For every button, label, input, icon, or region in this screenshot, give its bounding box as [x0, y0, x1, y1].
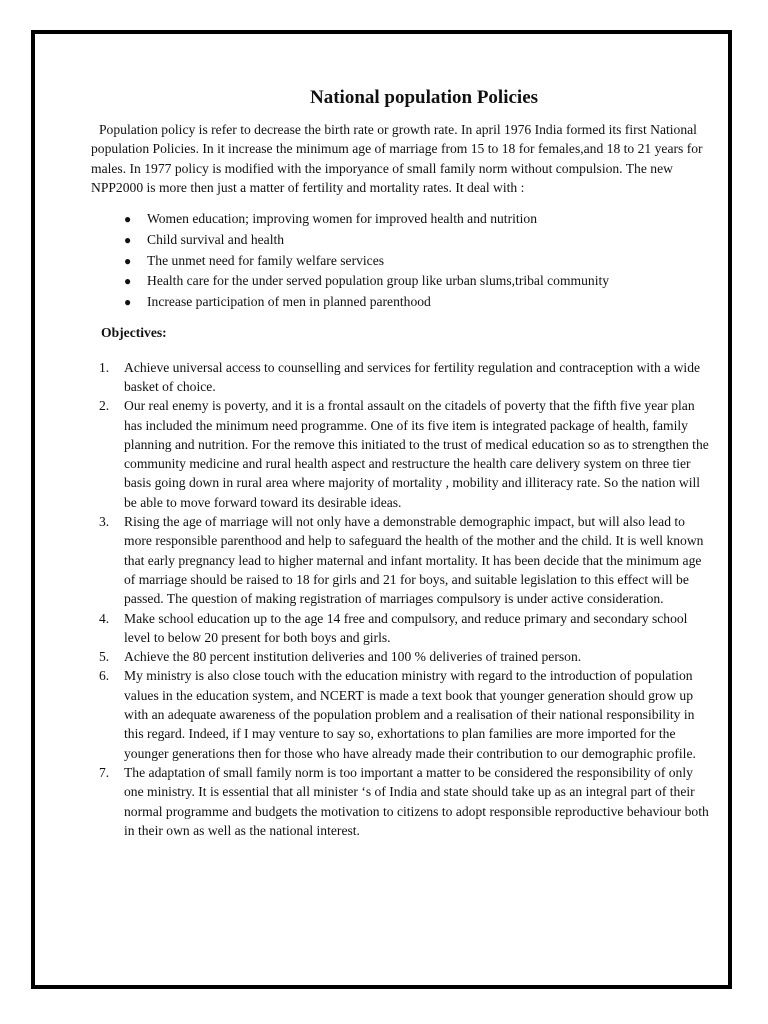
item-text: My ministry is also close touch with the education ministry with regard to the introduction of population values in the education system, and NCERT is made a text book that younger generation should grow up with an adequate awareness of the population problem and a realisation of their national responsibility in this regard. Indeed, if I may venture to say so, exhortations to plan families are more imported for the younger generations then for those who have already made their contribution to our demographic profile.: [124, 668, 696, 761]
item-number: 2.: [99, 398, 110, 414]
item-text: Rising the age of marriage will not only have a demonstrable demographic impact, but will also lead to more responsible parenthood and help to safeguard the health of the mother and the child. It is well known that early pregnancy lead to higher maternal and infant mortality. It has been decide that the minimum age of marriage should be raised to 18 for girls and 21 for boys, and suitable legislation to this effect will be passed. The question of making registration of marriages compulsory is under active consideration.: [124, 514, 704, 607]
item-text: Our real enemy is poverty, and it is a frontal assault on the citadels of poverty that the fifth five year plan has included the minimum need programme. One of its five item is integrated package of health, family planning and nutrition. For the remove this initiated to the trust of medical education so as to strengthen the community medicine and rural health aspect and restructure the health care delivery system on three tier basis going down in rural area where majority of mortality , mobility and illiteracy rate. So the nation will be able to move forward toward its desirable ideas.: [124, 398, 709, 510]
bullet-text: Increase participation of men in planned parenthood: [147, 294, 431, 309]
item-number: 3.: [99, 514, 110, 530]
bullet-icon: ●: [124, 253, 132, 268]
bullet-icon: ●: [124, 232, 132, 247]
list-item: [91, 396, 715, 512]
objectives-list: [91, 358, 715, 840]
objectives-heading: Objectives:: [101, 324, 167, 340]
list-item: [91, 666, 715, 762]
bullet-text: Women education; improving women for improved health and nutrition: [147, 211, 538, 227]
item-number: 4.: [99, 610, 110, 626]
page-title: National population Policies: [310, 87, 539, 108]
list-item: [91, 292, 715, 313]
list-item: [91, 251, 715, 272]
bullet-text: The unmet need for family welfare services: [147, 252, 385, 268]
list-item: [91, 230, 715, 251]
bullet-list: [91, 209, 715, 313]
list-item: [91, 647, 715, 666]
document-body: [91, 86, 715, 840]
list-item: [91, 271, 715, 292]
item-number: 5.: [99, 649, 110, 665]
item-number: 1.: [99, 359, 110, 375]
item-text: Make school education up to the age 14 free and compulsory, and reduce primary and secondary school level to below 20 present for both boys and girls.: [124, 610, 688, 645]
list-item: [91, 512, 715, 608]
bullet-icon: ●: [124, 274, 132, 289]
intro-paragraph: Population policy is refer to decrease the birth rate or growth rate. In april 1976 India formed its first National population Policies. In it increase the minimum age of marriage from 15 to 18 for females,and 18 to 21 years for males. In 1977 policy is modified with the imporyance of small family norm without compulsion. The new NPP2000 is more then just a matter of fertility and mortality rates. It deal with :: [91, 122, 703, 195]
item-number: 6.: [99, 668, 110, 684]
bullet-text: Child survival and health: [147, 231, 285, 247]
list-item: [91, 358, 715, 397]
item-text: The adaptation of small family norm is too important a matter to be considered the responsibility of only one ministry. It is essential that all minister ‘s of India and state should take up as an integral part of their normal programme and budgets the motivation to citizens to adopt responsible reproductive behaviour both in their own as well as the national interest.: [124, 764, 709, 838]
bullet-icon: ●: [124, 295, 132, 309]
bullet-text: Health care for the under served population group like urban slums,tribal community: [147, 273, 610, 289]
bullet-icon: ●: [124, 212, 132, 227]
list-item: [91, 763, 715, 840]
list-item: [91, 609, 715, 648]
item-number: 7.: [99, 764, 110, 780]
item-text: Achieve the 80 percent institution deliveries and 100 % deliveries of trained person.: [124, 649, 582, 665]
item-text: Achieve universal access to counselling and services for fertility regulation and contraception with a wide basket of choice.: [124, 359, 701, 394]
list-item: [91, 209, 715, 230]
